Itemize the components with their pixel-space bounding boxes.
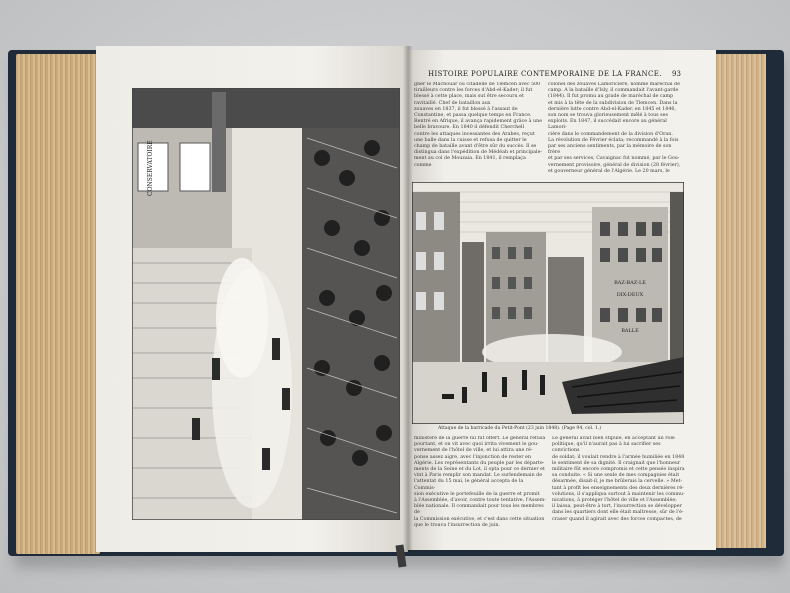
building-sign-3: BALLE — [621, 328, 639, 334]
conservatoire-sign: CONSERVATOIRE — [147, 140, 154, 196]
page-edges-left — [16, 54, 100, 554]
left-engraving — [132, 88, 400, 520]
building-sign-2: DIX-DEUX — [616, 292, 644, 298]
building-sign-1: BAZ-BAZ-LE — [614, 280, 646, 286]
page-edges-right — [712, 54, 766, 548]
page-number: 93 — [672, 70, 681, 78]
right-engraving-barricade — [412, 182, 684, 424]
text-column-bottom-left: ministère de la guerre lui fut offert. Le général refusa pourtant, et on vit avec quoi irrita vivement le gou- vernement de l'hôtel de ville, et lui attira une ré- ponse assez aigre, avec l'injonction de rester en Algérie. Les représentants du peuple par les départe- ments de la Seine et du Lot, il opta pour ce dernier et vint à Paris remplir son mandat. Le surlendemain de l'attentat du 15 mai, le général accepta de la Commis- sion exécutive le portefeuille de la guerre et promit à l'Assemblée, d'avoir, contre toute tentative, l'Assem- blée nationale. Il commandait pour tous les membres de la Commission exécutive, et c'est dans cette situation que le trouva l'insurrection de juin. — [414, 436, 546, 528]
engraving-caption: Attaque de la barricade du Petit-Pont (23 juin 1848). (Page 94, col. 1.) — [438, 426, 602, 431]
text-column-bottom-right: Le général avait bien stipulé, en acceptant un rôle politique, qu'il n'aurait pas à lui sacrifier ses convictions de soldat; il voulait rendre à l'armée humiliée en 1848 le sentiment de sa dignité. Il craignait que l'honneur militaire fût encore compromis et cette pensée inspira sa conduite. « Si une seule de mes compagnies était désarmée, disait-il, je me brûlerais la cervelle. » Met- tant à profit les enseignements des deux dernières ré- volutions, il s'appliqua surtout à maintenir les commu- nications, à protéger l'hôtel de ville et l'Assemblée; il laissa, peut-être à tort, l'insurrection se développer dans les quartiers dont elle était maîtresse, sûr de l'é- craser quand il agirait avec des forces compactes, de — [552, 436, 685, 522]
text-column-top-right: colonel des zouaves Lamoricière, nommé maréchal de camp. A la bataille d'Isly, il commandait l'avant-garde (1844). Il fut promu au grade de maréchal de camp et mis à la tête de la subdivision de Tlemcen. Dans la dernière lutte contre Abd-el-Kader, en 1845 et 1846, son nom se trouva glorieusement mêlé à tous ses exploits. En 1847, il succédait encore au général Lamori- cière dans le commandement de la division d'Oran. La révolution de Février éclata; recommandé à la fois par ses anciens sentiments, par la mémoire de son frère et par ses services, Cavaignac fut nommé, par le Gou- vernement provisoire, général de division (28 février), et gouverneur général de l'Algérie. Le 20 mars, le — [548, 82, 681, 174]
running-head: HISTOIRE POPULAIRE CONTEMPORAINE DE LA FRANCE. — [428, 70, 662, 78]
text-column-top-left: gner le Machouar ou citadelle de Tlemcen avec 500 tirailleurs contre les forces d'Abd-el-Kader; il fut blessé à cette place, mais sut être secouru et ravitaillé. Chef de bataillon aux zouaves en 1837, il fut blessé à l'assaut de Constantine, et passa quelque temps en France. Rentré en Afrique, il avança rapidement grâce à une belle bravoure. En 1840 il défendit Cherchell contre les attaques incessantes des Arabes, reçut une balle dans la cuisse et refusa de quitter le champ de bataille avant d'être sûr du succès. Il se distingua dans l'expédition de Médéah et principale- ment au col de Mouzaia. En 1841, il remplaça comme — [414, 82, 543, 168]
